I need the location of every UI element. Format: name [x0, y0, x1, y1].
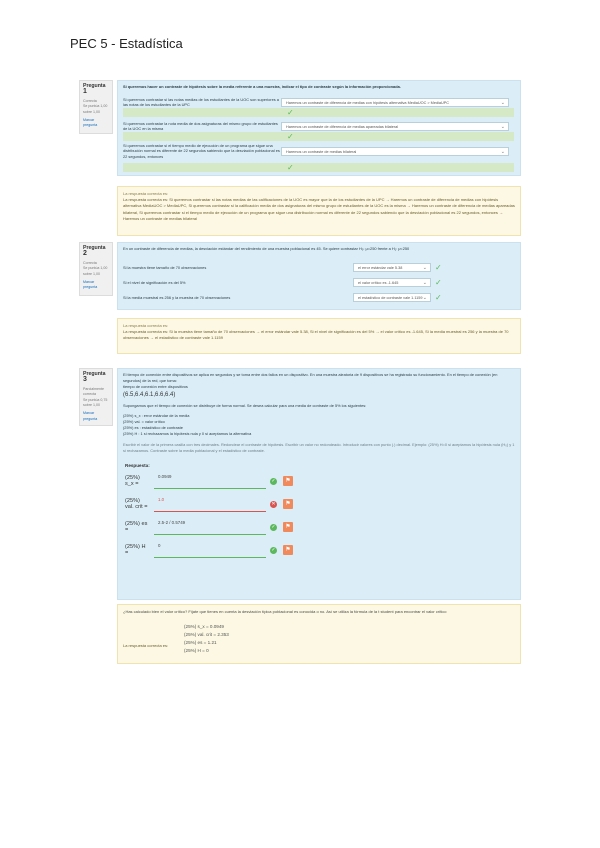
flag-question-link[interactable]: Marcar pregunta — [83, 118, 98, 128]
match-label: Si el nivel de significación es del 5% — [123, 279, 186, 285]
check-icon: ✓ — [435, 263, 442, 272]
correct-label: La respuesta correcta es: — [123, 643, 169, 648]
match-row — [123, 278, 514, 287]
correct-item: (25%) s_x = 0.0949 — [184, 624, 224, 629]
feedback-panel-2 — [117, 318, 521, 354]
correct-item: (25%) H = 0 — [184, 648, 209, 653]
flag-icon[interactable]: ⚑ — [283, 545, 293, 555]
question-score: Se puntúa 1,00 sobre 1,00 — [83, 104, 108, 114]
question-number: 3 — [83, 376, 87, 384]
check-icon: ✓ — [435, 278, 442, 287]
answer-input[interactable]: 1.0 — [154, 496, 266, 512]
chevron-down-icon: ⌄ — [500, 148, 505, 155]
match-label: Si queremos contrastar si el tiempo medio de ejecución de un programa que sigue una distribución normal es diferente de 22 segundos sabiendo que la desviación poblacional es 22 segundos, entonces — [123, 143, 280, 159]
question-label: Pregunta — [83, 83, 106, 89]
question-status: Parcialmente correcta — [83, 386, 104, 397]
answer-label: (25%) es = — [125, 521, 148, 533]
chevron-down-icon: ⌄ — [422, 265, 427, 271]
question-score: Se puntúa 1,00 sobre 1,00 — [83, 266, 108, 276]
question-label: Pregunta — [83, 245, 106, 251]
match-row — [123, 97, 514, 108]
flag-question-link[interactable]: Marcar pregunta — [83, 280, 98, 290]
suppose-text: Supongamos que el tiempo de conexión se distribuye de forma normal. Se desea calcular para una media de contraste de 5% los siguientes: — [123, 403, 367, 408]
feedback-heading: La respuesta correcta es: — [123, 323, 169, 328]
check-icon: ✓ — [435, 293, 442, 302]
check-icon: ✓ — [287, 108, 294, 117]
match-select[interactable]: el error estándar vale 5.38 ⌄ — [353, 263, 431, 272]
check-icon: ✓ — [271, 523, 276, 530]
feedback-text: La respuesta correcta es: Si la muestra tiene tamaño de 70 observaciones → el error estándar vale 5.38, Si el nivel de significación es del 5% → el valor crítico es -1.645, Si la media muestral es 256 y la muestra de 70 observaciones → el estadístico de contraste vale 1.1159 — [123, 329, 509, 341]
check-icon: ✓ — [271, 546, 276, 553]
question-status: Correcta — [83, 260, 97, 265]
task-item: (25%) val. = valor crítico — [123, 419, 165, 424]
answer-label: (25%) H = — [125, 544, 146, 556]
data-values: (6.5,6.4,6.1,6.6,6.4) — [123, 392, 176, 398]
answer-input[interactable]: 2.5-2 / 0.5749 — [154, 519, 266, 535]
answer-row — [125, 519, 293, 535]
question-text: El tiempo de conexión entre dispositivos se aplica en segundos y se toma entre dos fallos en un dispositivo. En una muestra aleatoria de 9 dispositivos se ha registrado su funcionamiento. En el tiempo de conexión (en segundos) de la red, que toma: — [123, 372, 498, 383]
question-text: Si queremos hacer un contraste de hipótesis sobre la media referente a una muestra, indicar el tipo de contraste según la información proporcionada. — [123, 84, 401, 89]
question-number: 1 — [83, 88, 87, 96]
cross-icon: ✕ — [271, 500, 276, 507]
flag-icon[interactable]: ⚑ — [283, 522, 293, 532]
question-status: Correcta — [83, 98, 97, 103]
match-row — [123, 263, 514, 272]
feedback-heading: La respuesta correcta es: — [123, 191, 169, 196]
answer-row — [125, 496, 293, 512]
match-label: Si la media muestral es 256 y la muestra de 70 observaciones — [123, 294, 231, 300]
feedback-heading: ¿Has calculado bien el valor crítico? Fíjate que tienes en cuenta la desviación típica poblacional es conocida o no. Así se utiliza la fórmula de la t student para encontrar el valor crítico — [123, 609, 447, 614]
match-select[interactable]: Haremos un contraste de medias bilateral ⌄ — [281, 147, 509, 156]
question-info-1 — [79, 80, 113, 134]
document-title: PEC 5 - Estadística — [70, 36, 183, 51]
match-label: Si queremos contrastar la nota media de dos asignaturas del mismo grupo de estudiantes de la UOC en la misma — [123, 121, 278, 132]
question-info-3 — [79, 368, 113, 426]
data-label: tiempo de conexión entre dispositivos — [123, 384, 188, 389]
match-correct-bar — [123, 132, 514, 141]
question-text: En un contraste de diferencia de medias, la desviación estándar del rendimiento de una muestra poblacional es 45. Se quiere contrastar H₀: μ=250 frente a H₁: μ<250 — [123, 246, 410, 251]
answer-label: (25%) s_x = — [125, 475, 140, 487]
feedback-panel-1 — [117, 186, 521, 236]
feedback-text: La respuesta correcta es: Si queremos contrastar si las notas medias de las calificaciones de la UOC es mayor que la de los estudiantes de la UPC → Haremos un contraste de diferencia de medias con hipótesis alternativa MediaUOC > MediaUPC, Si queremos contrastar si la calificación media de dos asignaturas del mismo grupo de estudiantes de la UOC es la misma → Haremos un contraste de diferencia de medias apareadas bilateral, Si queremos contrastar si el tiempo medio de ejecución de un programa que sigue una distribución normal es diferente de 22 segundos sabiendo que la desviación poblacional es 22 segundos, entonces → Haremos un contraste de medias bilateral — [123, 197, 515, 221]
correct-item: (25%) es = 1.21 — [184, 640, 217, 645]
answer-row — [125, 542, 293, 558]
flag-icon[interactable]: ⚑ — [283, 476, 293, 486]
chevron-down-icon: ⌄ — [422, 280, 427, 286]
response-label: Respuesta: — [125, 463, 150, 468]
answer-input[interactable]: 0 — [154, 542, 266, 558]
task-list — [123, 413, 515, 437]
match-row — [123, 121, 514, 132]
check-icon: ✓ — [287, 132, 294, 141]
match-correct-bar — [123, 108, 514, 117]
instructions-text: Escribir el valor de la primera casilla con tres decimales. Redondear el contraste de hipótesis. Escribir un valor no redondeado. Introducir valores con punto (.) decimal. Ejemplo: (25%) H=0 si aceptamos la hipótesis nula (H₀) y 1 si rechazamos. Contraste sobre la media poblacional y el estadístico de contraste. — [123, 442, 515, 453]
answer-input[interactable]: 0.0949 — [154, 473, 266, 489]
question-panel-1 — [117, 80, 521, 176]
question-panel-3 — [117, 368, 521, 600]
flag-question-link[interactable]: Marcar pregunta — [83, 411, 98, 421]
answer-row — [125, 473, 293, 489]
check-icon: ✓ — [271, 477, 276, 484]
match-correct-bar — [123, 163, 514, 172]
match-select[interactable]: el estadístico de contraste vale 1.1159 ⌄ — [353, 293, 431, 302]
match-row — [123, 293, 514, 302]
question-panel-2 — [117, 242, 521, 310]
question-info-2 — [79, 242, 113, 296]
match-select[interactable]: Haremos un contraste de diferencia de medias con hipótesis alternativa MediaUOC > MediaUPC ⌄ — [281, 98, 509, 107]
flag-icon[interactable]: ⚑ — [283, 499, 293, 509]
answer-label: (25%) val. crit = — [125, 498, 148, 510]
match-label: Si queremos contrastar si las notas medias de los estudiantes de la UOC son superiores a las notas de los estudiantes de la UPC — [123, 97, 279, 108]
task-item: (25%) s_x : error estándar de la media — [123, 413, 190, 418]
match-label: Si la muestra tiene tamaño de 70 observaciones — [123, 264, 207, 270]
check-icon: ✓ — [287, 163, 294, 172]
task-item: (25%) es : estadístico de contraste — [123, 425, 183, 430]
feedback-panel-3 — [117, 604, 521, 664]
question-score: Se puntúa 0,75 sobre 1,00 — [83, 397, 108, 408]
chevron-down-icon: ⌄ — [500, 99, 505, 106]
task-item: (25%) H : 1 si rechazamos la hipótesis nula y 0 si aceptamos la alternativa — [123, 431, 252, 436]
correct-answers — [184, 623, 229, 655]
correct-item: (25%) val. crit = 2.353 — [184, 632, 229, 637]
chevron-down-icon: ⌄ — [422, 295, 427, 301]
match-row — [123, 143, 514, 159]
question-label: Pregunta — [83, 371, 106, 377]
match-select[interactable]: el valor crítico es -1.645 ⌄ — [353, 278, 431, 287]
chevron-down-icon: ⌄ — [500, 123, 505, 130]
match-select[interactable]: Haremos un contraste de diferencia de medias apareadas bilateral ⌄ — [281, 122, 509, 131]
question-number: 2 — [83, 250, 87, 258]
